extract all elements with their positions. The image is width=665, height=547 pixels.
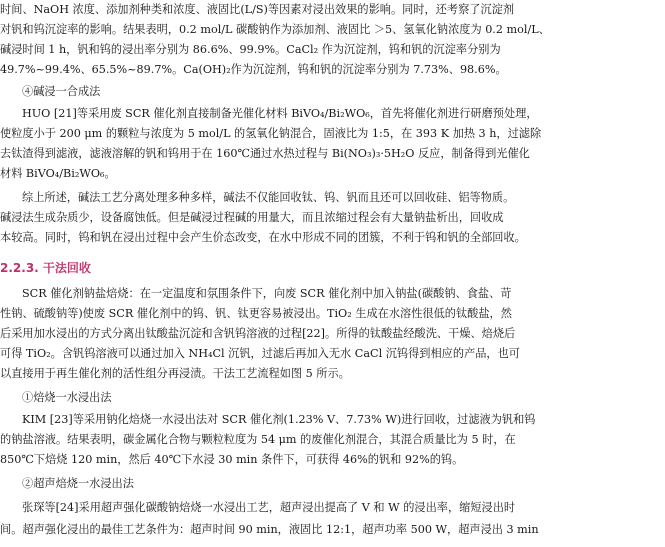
paragraph-line: 碱浸法生成杂质少，设备腐蚀低。但是碱浸过程碱的用量大，而且浓缩过程会有大量钠盐析出，回收成 (0, 211, 504, 224)
paragraph-line: SCR 催化剂钠盐焙烧：在一定温度和氛围条件下，向废 SCR 催化剂中加入钠盐(碳酸钠、食盐、苛 (22, 287, 512, 300)
paragraph-line: 850℃下焙烧 120 min，然后 40℃下水浸 30 min 条件下，可获得 46%的钒和 92%的钨。 (0, 453, 464, 466)
paragraph-line: 碱浸时间 1 h，钒和钨的浸出率分别为 86.6%、99.9%。CaCl₂ 作为沉淀剂，钨和钒的沉淀率分别为 (0, 43, 501, 56)
paragraph-line: 去钛渣得到滤液，滤液溶解的钒和钨用于在 160℃通过水热过程与 Bi(NO₃)₃·5H₂O 反应，制备得到光催化 (0, 147, 530, 160)
subsection-title-roast-water-leach: ①焙烧一水浸出法 (22, 391, 112, 404)
paragraph-line: KIM [23]等采用钠化焙烧一水浸出法对 SCR 催化剂(1.23% V、7.73% W)进行回收，过滤液为钒和钨 (22, 413, 536, 426)
subsection-title-ultrasonic-roast: ②超声焙烧一水浸出法 (22, 477, 134, 490)
paragraph-line: 材料 BiVO₄/Bi₂WO₆。 (0, 167, 116, 180)
paragraph-line: 性钠、硫酸钠等)使废 SCR 催化剂中的钨、钒、钛更容易被浸出。TiO₂ 生成在水溶性很低的钛酸盐，然 (0, 307, 512, 320)
paragraph-line: 以直接用于再生催化剂的活性组分再浸渍。干法工艺流程如图 5 所示。 (0, 367, 350, 380)
paragraph-line: 对钒和钨沉淀率的影响。结果表明，0.2 mol/L 碳酸钠作为添加剂、液固比 ＞5、氢氧化钠浓度为 0.2 mol/L、 (0, 23, 550, 36)
paragraph-line: 时间、NaOH 浓度、添加剂种类和浓度、液固比(L/S)等因素对浸出效果的影响。同时，还考察了沉淀剂 (0, 3, 515, 16)
section-heading-dry-recovery: 2.2.3. 干法回收 (0, 261, 91, 275)
paragraph-line: 本较高。同时，钨和钒在浸出过程中会产生价态改变，在水中形成不同的团簇，不利于钨和钒的全部回收。 (0, 231, 526, 244)
paragraph-line: 张琛等[24]采用超声强化碳酸钠焙烧一水浸出工艺，超声浸出提高了 V 和 W 的浸出率，缩短浸出时 (22, 501, 516, 514)
paragraph-line: 可得 TiO₂。含钒钨溶液可以通过加入 NH₄Cl 沉钒，过滤后再加入无水 CaCl 沉钨得到相应的产品，也可 (0, 347, 520, 360)
paragraph-line: 间。超声强化浸出的最佳工艺条件为：超声时间 90 min，液固比 12:1，超声功率 500 W，超声浸出 3 min (0, 523, 539, 536)
paragraph-line: 49.7%~99.4%、65.5%~89.7%。Ca(OH)₂作为沉淀剂，钨和钒的沉淀率分别为 7.73%、98.6%。 (0, 63, 507, 76)
paragraph-line: 综上所述，碱法工艺分离处理多种多样，碱法不仅能回收钛、钨、钒而且还可以回收硅、铝等物质。 (22, 191, 515, 204)
paragraph-line: HUO [21]等采用废 SCR 催化剂直接制备光催化材料 BiVO₄/Bi₂WO₆，首先将催化剂进行研磨预处理， (22, 107, 538, 120)
paragraph-line: 使粒度小于 200 μm 的颗粒与浓度为 5 mol/L 的氢氧化钠混合，固液比为 1:5，在 393 K 加热 3 h，过滤除 (0, 127, 542, 140)
subsection-title-alkali-synthesis: ④碱浸一合成法 (22, 85, 101, 98)
paragraph-line: 后采用加水浸出的方式分离出钛酸盐沉淀和含钒钨溶液的过程[22]。所得的钛酸盐经酸洗、干燥、焙烧后 (0, 327, 516, 340)
paragraph-line: 的钠盐溶液。结果表明，碳金属化合物与颗粒粒度为 54 μm 的废催化剂混合，其混合质量比为 5 时，在 (0, 433, 516, 446)
